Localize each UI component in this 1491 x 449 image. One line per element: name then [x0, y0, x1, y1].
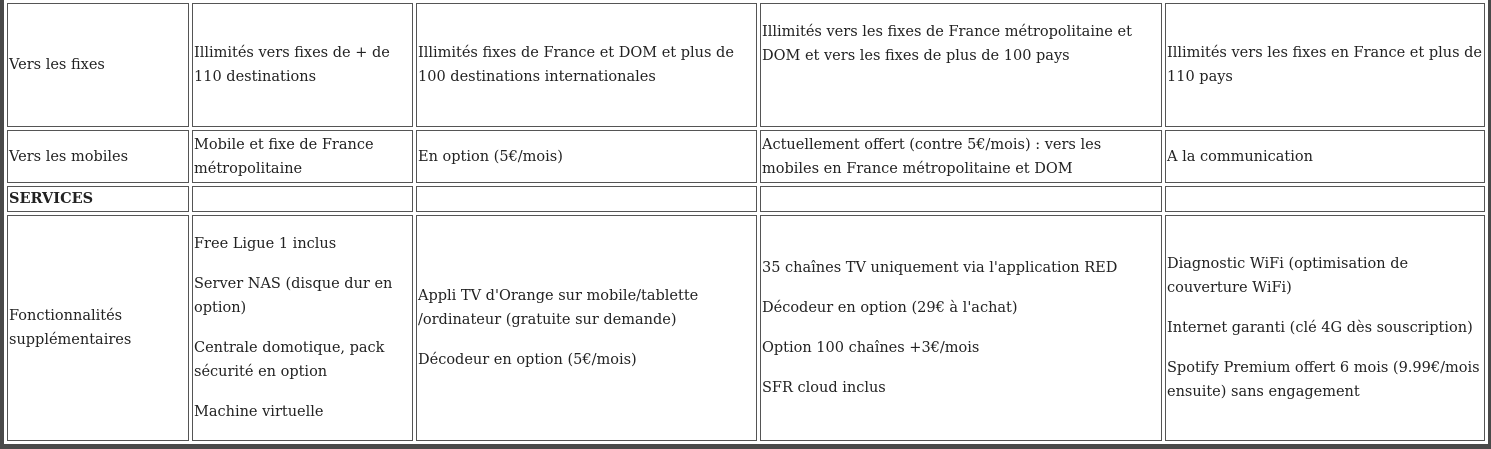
feature-item: Option 100 chaînes +3€/mois: [762, 340, 980, 356]
cell-fixes-offer-4: Illimités vers les fixes en France et plus de 110 pays: [1165, 3, 1485, 127]
row-label-vers-les-mobiles: Vers les mobiles: [7, 130, 189, 183]
table-row-services-header: [7, 186, 1485, 212]
feature-item: Appli TV d'Orange sur mobile/tablette /ordinateur (gratuite sur demande): [418, 288, 699, 328]
feature-item: Spotify Premium offert 6 mois (9.99€/mois ensuite) sans engagement: [1167, 360, 1480, 400]
feature-item: SFR cloud inclus: [762, 380, 886, 396]
row-label-vers-les-fixes: Vers les fixes: [7, 3, 189, 127]
cell-fonctionnalites-offer-3: [760, 215, 1162, 441]
feature-item: Machine virtuelle: [194, 404, 324, 420]
cell-mobiles-offer-1: Mobile et fixe de France métropolitaine: [192, 130, 413, 183]
cell-fixes-offer-2: Illimités fixes de France et DOM et plus de 100 destinations internationales: [416, 3, 757, 127]
feature-item: 35 chaînes TV uniquement via l'application RED: [762, 260, 1118, 276]
cell-services-empty-4: [1165, 186, 1485, 212]
section-label-services: SERVICES: [7, 186, 189, 212]
feature-item: Diagnostic WiFi (optimisation de couverture WiFi): [1167, 256, 1409, 296]
cell-mobiles-offer-3: Actuellement offert (contre 5€/mois) : vers les mobiles en France métropolitaine et DOM: [760, 130, 1162, 183]
feature-item: Centrale domotique, pack sécurité en option: [194, 340, 385, 380]
offers-comparison-table: [4, 0, 1488, 444]
feature-item: Décodeur en option (29€ à l'achat): [762, 300, 1018, 316]
cell-services-empty-1: [192, 186, 413, 212]
cell-fonctionnalites-offer-1: [192, 215, 413, 441]
cell-services-empty-2: [416, 186, 757, 212]
feature-item: Internet garanti (clé 4G dès souscription): [1167, 320, 1473, 336]
feature-item: Server NAS (disque dur en option): [194, 276, 393, 316]
cell-services-empty-3: [760, 186, 1162, 212]
cell-fixes-offer-3: Illimités vers les fixes de France métropolitaine et DOM et vers les fixes de plus de 100 pays: [760, 3, 1162, 127]
row-label-fonctionnalites: Fonctionnalités supplémentaires: [7, 215, 189, 441]
cell-fonctionnalites-offer-2: [416, 215, 757, 441]
cell-fonctionnalites-offer-4: [1165, 215, 1485, 441]
table-row-vers-les-fixes: [7, 3, 1485, 127]
cell-mobiles-offer-2: En option (5€/mois): [416, 130, 757, 183]
table-row-fonctionnalites: [7, 215, 1485, 441]
feature-item: Free Ligue 1 inclus: [194, 236, 337, 252]
table-row-vers-les-mobiles: [7, 130, 1485, 183]
cell-fixes-offer-1: Illimités vers fixes de + de 110 destinations: [192, 3, 413, 127]
feature-item: Décodeur en option (5€/mois): [418, 352, 637, 368]
cell-mobiles-offer-4: A la communication: [1165, 130, 1485, 183]
